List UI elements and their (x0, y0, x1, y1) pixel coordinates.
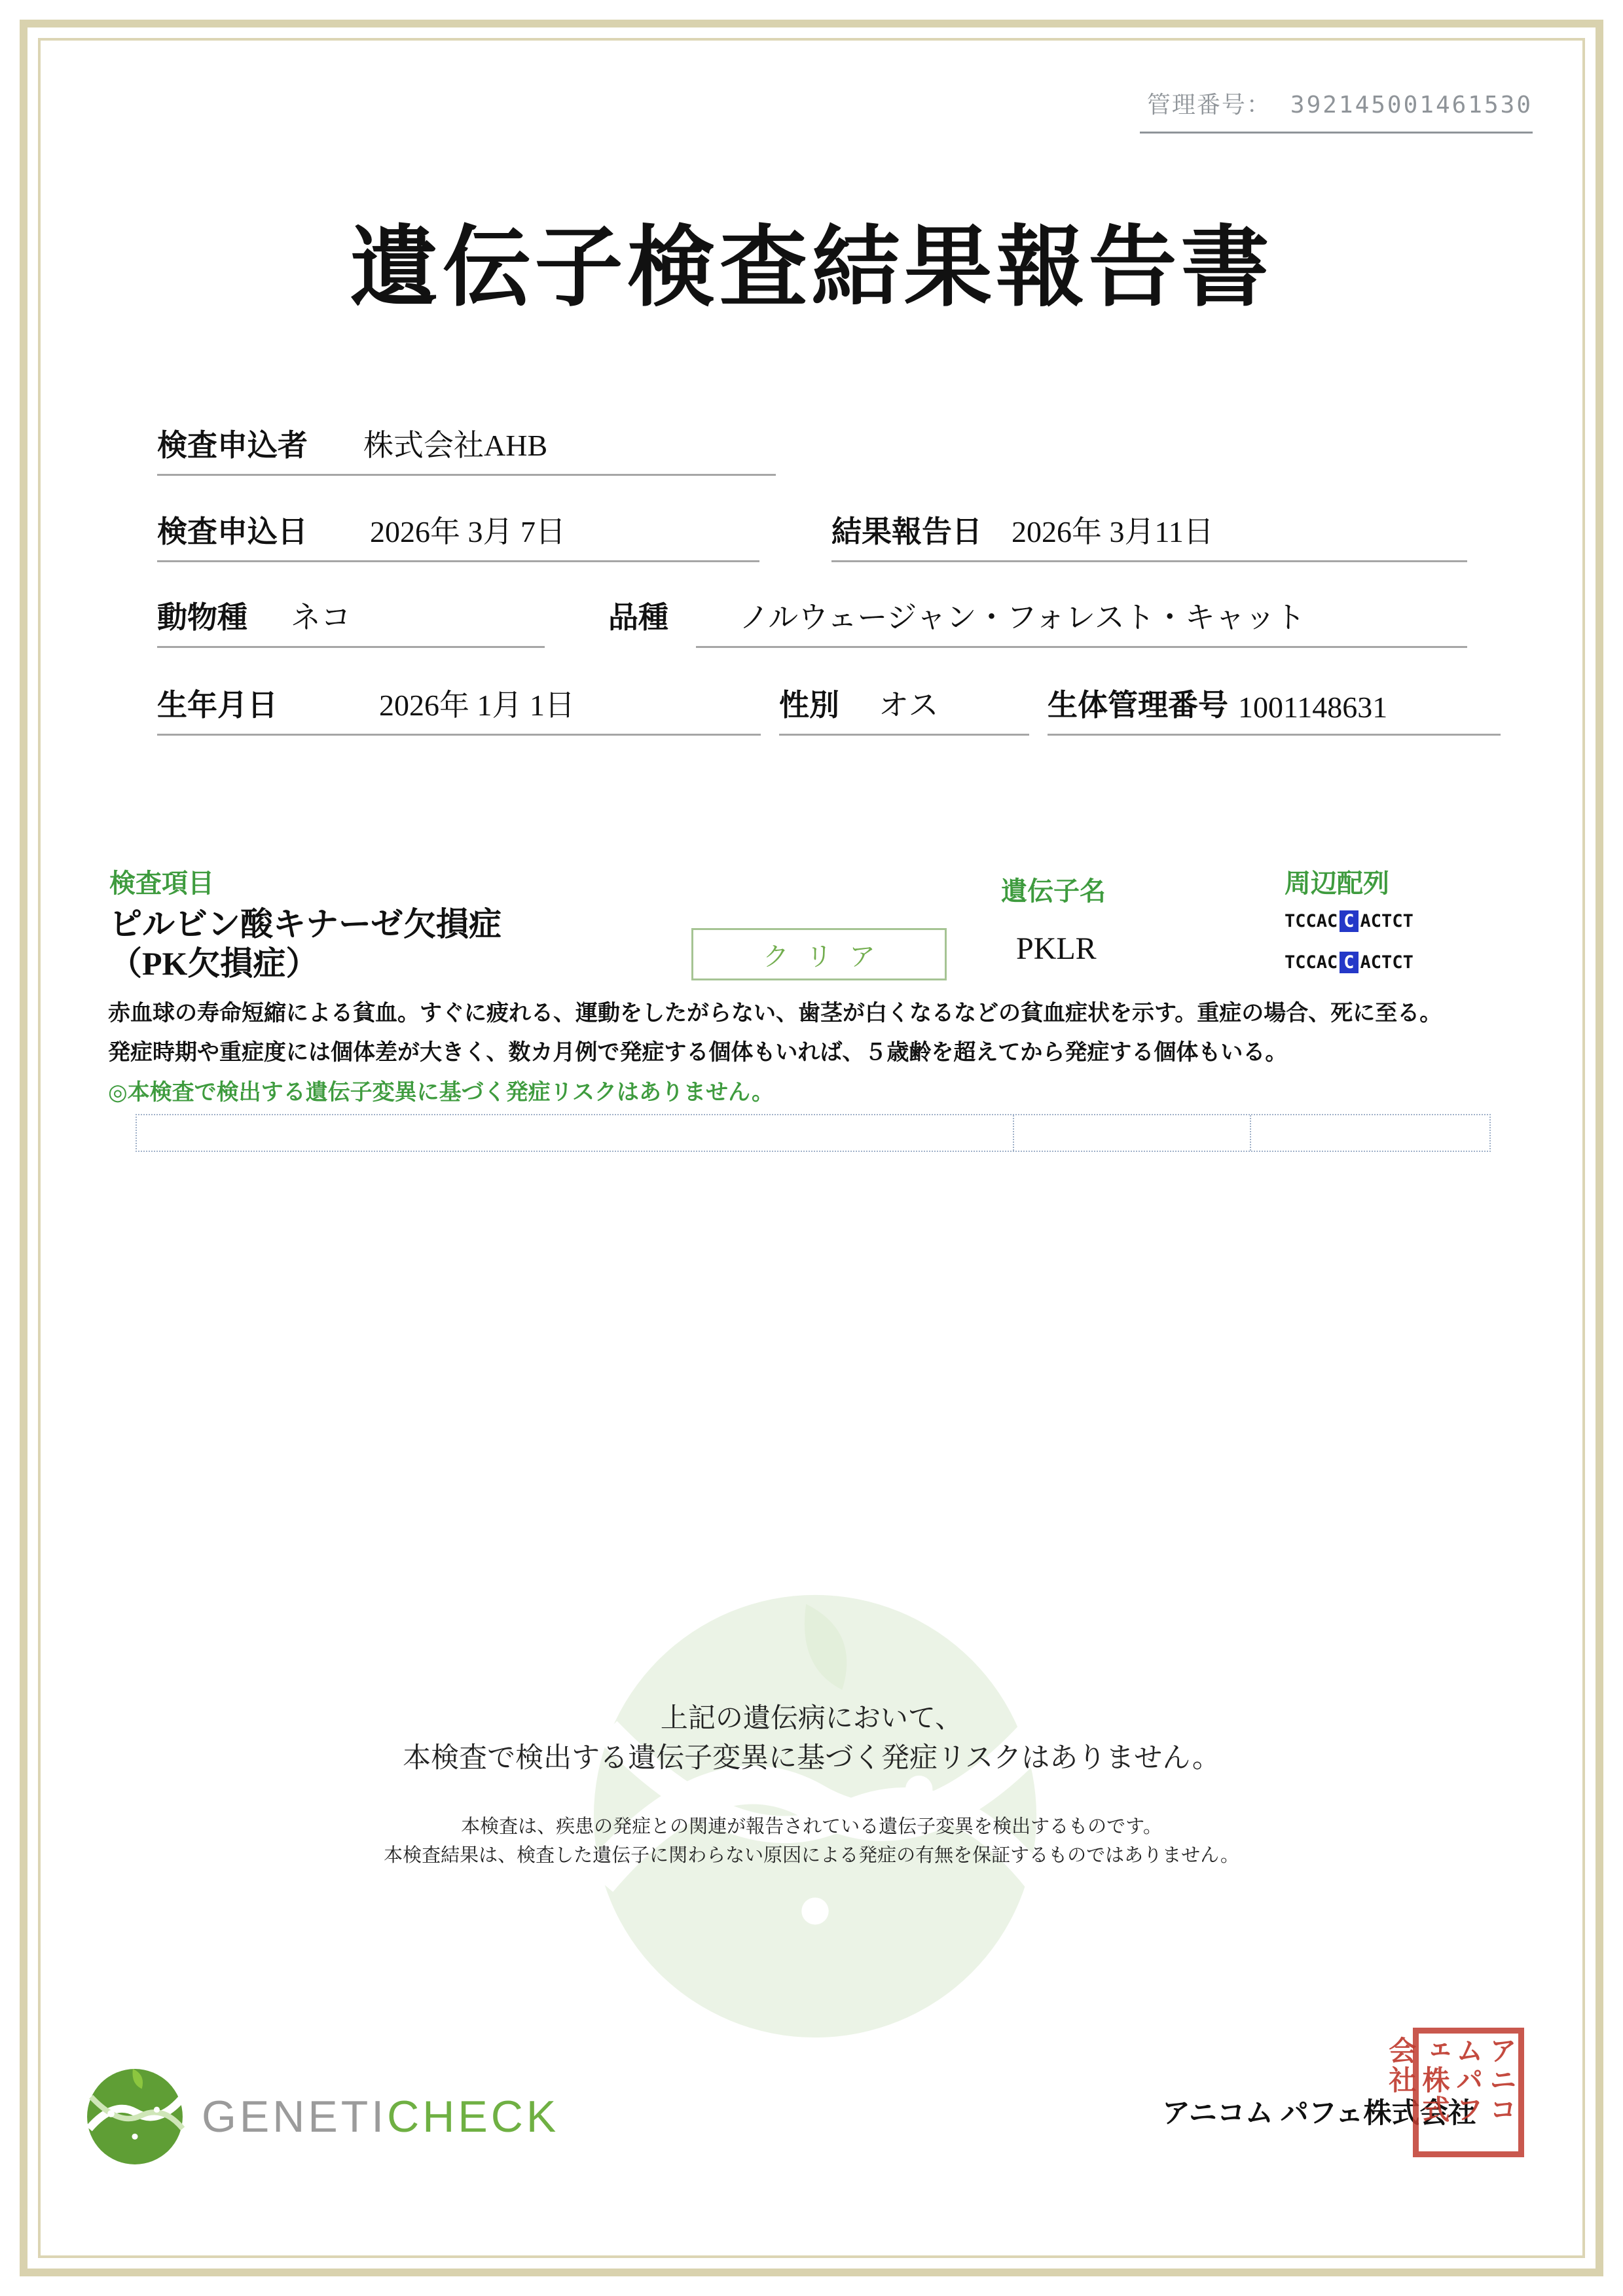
field-applicant (157, 412, 776, 476)
animal-id-label: 生体管理番号 (1048, 689, 1228, 722)
gene-name: PKLR (1016, 931, 1097, 966)
company-name: アニコム パフェ株式会社 (1162, 2098, 1476, 2129)
field-species (157, 584, 545, 648)
birthdate-value: 2026年 1月 1日 (379, 689, 575, 722)
field-breed (696, 584, 1467, 648)
results-header-item: 検査項目 (109, 869, 214, 898)
result-label: クリア (763, 942, 892, 971)
sequence-row-1 (1285, 911, 1413, 931)
brand-text-gray: GENETI (202, 2092, 388, 2142)
results-header-sequence: 周辺配列 (1285, 869, 1389, 898)
page-title: 遺伝子検査結果報告書 (350, 220, 1273, 317)
field-birthdate (157, 672, 761, 736)
applicant-value: 株式会社AHB (363, 429, 548, 462)
birthdate-label: 生年月日 (157, 689, 278, 722)
field-apply-date (157, 499, 759, 562)
test-item-name-line1: ピルビン酸キナーゼ欠損症 (109, 906, 501, 942)
empty-result-row (136, 1114, 1491, 1152)
empty-row-divider-2 (1250, 1115, 1251, 1151)
geneticheck-logo (85, 2067, 559, 2166)
sex-label: 性別 (779, 689, 839, 722)
company-seal-text: アニコムパフェ株式会社 (1385, 2036, 1516, 2125)
summary-note2: 本検査結果は、検査した遺伝子に関わらない原因による発症の有無を保証するものではありません。 (384, 1845, 1239, 1866)
test-item-name (109, 905, 501, 983)
results-header-gene: 遺伝子名 (1001, 876, 1106, 906)
result-badge (691, 928, 947, 980)
species-label: 動物種 (157, 601, 247, 634)
sex-value: オス (879, 689, 939, 722)
summary-line1: 上記の遺伝病において、 (660, 1702, 963, 1733)
control-number-value: 392145001461530 (1290, 92, 1533, 118)
sequence-2-suffix: ACTCT (1360, 952, 1413, 973)
sequence-1-prefix: TCCAC (1285, 911, 1338, 931)
field-sex (779, 672, 1029, 736)
apply-date-label: 検査申込日 (157, 515, 308, 548)
description-line2: 発症時期や重症度には個体差が大きく、数カ月例で発症する個体もいれば、５歳齢を超えてから発症する個体もいる。 (108, 1041, 1288, 1066)
empty-row-divider-1 (1013, 1115, 1014, 1151)
species-value: ネコ (291, 601, 351, 634)
field-report-date (831, 499, 1467, 562)
summary-line2: 本検査で検出する遺伝子変異に基づく発症リスクはありません。 (403, 1742, 1220, 1774)
control-number (1140, 86, 1533, 134)
report-date-label: 結果報告日 (831, 515, 982, 548)
geneticheck-logo-icon (85, 2067, 185, 2166)
brand-text-green: CHECK (387, 2092, 560, 2142)
description-line1: 赤血球の寿命短縮による貧血。すぐに疲れる、運動をしたがらない、歯茎が白くなるなどの貧血症状を示す。重症の場合、死に至る。 (108, 1001, 1442, 1026)
apply-date-value: 2026年 3月 7日 (370, 515, 566, 548)
report-date-value: 2026年 3月11日 (1012, 515, 1214, 548)
sequence-row-2 (1285, 952, 1413, 973)
disease-description (108, 1000, 1522, 1119)
sequence-2-variant: C (1340, 952, 1358, 973)
breed-label: 品種 (608, 601, 668, 634)
geneticheck-wordmark (202, 2091, 559, 2142)
company-seal-stamp (1385, 2028, 1524, 2157)
sequence-1-variant: C (1340, 910, 1358, 932)
sequence-1-suffix: ACTCT (1360, 911, 1413, 931)
control-number-label: 管理番号： (1146, 92, 1271, 118)
applicant-label: 検査申込者 (157, 429, 308, 462)
animal-id-value: 1001148631 (1238, 691, 1388, 724)
breed-value: ノルウェージャン・フォレスト・キャット (739, 601, 1305, 634)
risk-note: ◎本検査で検出する遺伝子変異に基づく発症リスクはありません。 (108, 1080, 775, 1105)
sequence-2-prefix: TCCAC (1285, 952, 1338, 973)
field-animal-id (1048, 672, 1501, 736)
summary-note1: 本検査は、疾患の発症との関連が報告されている遺伝子変異を検出するものです。 (461, 1816, 1162, 1837)
test-item-name-line2: （PK欠損症） (109, 945, 319, 982)
